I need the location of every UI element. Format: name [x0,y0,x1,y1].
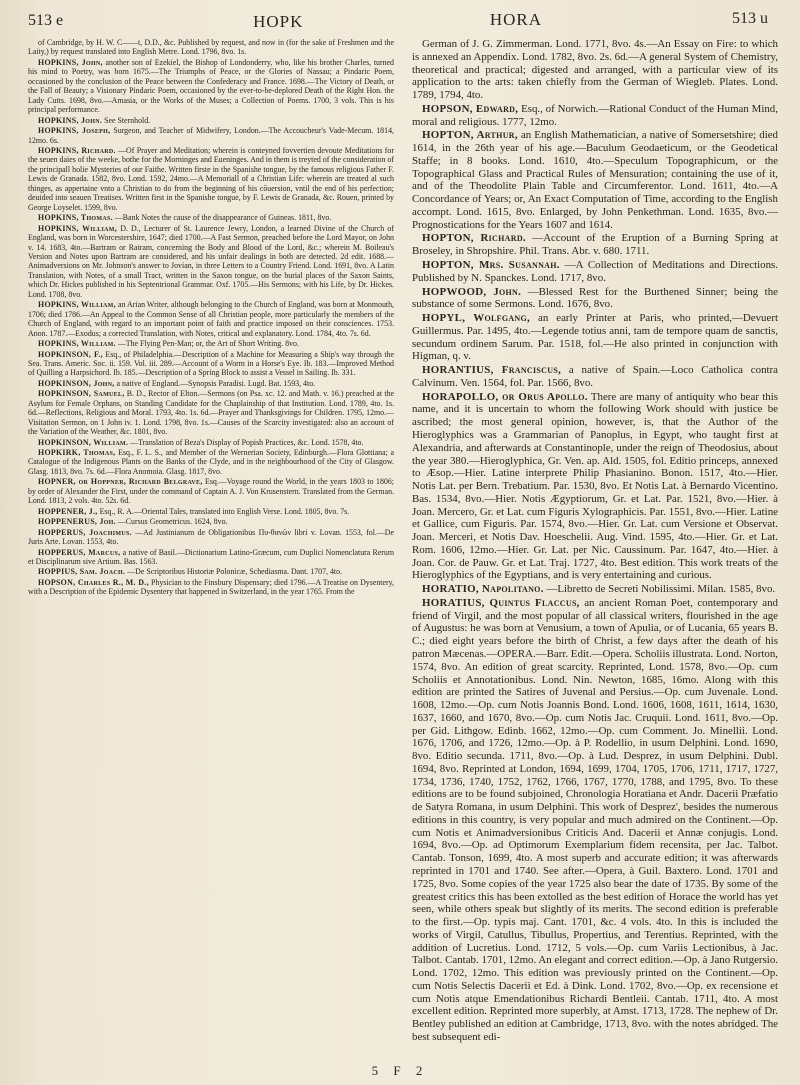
bibliography-entry [28,339,394,348]
entry-text: B. D., Rector of Elton.—Sermons (on Psa. xc. 12. and Math. v. 16.) preached at the Asylum for Female Orphans, on Standing Candidate for the Chaplainship of that Institution. Lond. 1789, 4to. 1s. 6d.—Reflections, Religious and Moral. 1793, 4to. 1s. 6d.—Prayer and Thanksgivings for Children. 1795, 12mo.—Visitation Sermon, on 1 John iv. 1. Lond. 1798, 8vo. 1s.—Causes of the Scarcity investigated: also an account of the Variation of the Weather, &c. 1801, 8vo. [28,389,394,437]
entry-text: —Account of the Eruption of a Burning Spring at Broseley, in Shropshire. Phil. Trans. Abr. v. 680. 1711. [412,232,778,258]
entry-headword: HOPTON, Richard. [422,232,526,245]
entry-text: —Translation of Beza's Display of Popish Practices, &c. Lond. 1578, 4to. [130,437,364,447]
left-page-number: 513 e [28,12,64,29]
entry-text: Esq.—Voyage round the World, in the years 1803 to 1806; by order of Alexander the First, under the command of Captain A. J. Von Krusenstern. Translated from the German. Lond. 1813, 2 vols. 4to. 52s. 6d. [28,477,394,506]
entry-text: —Libretto de Secreti Nobilissimi. Milan. 1585, 8vo. [546,583,776,596]
entry-headword: HOPPENERUS, Joh. [38,517,116,527]
entry-text: —Cursus Geometricus. 1624, 8vo. [117,517,228,527]
bibliography-entry [28,146,394,212]
entry-headword: HOPTON, Arthur, [422,129,518,142]
bibliography-entry [28,438,394,447]
entry-text: German of J. G. Zimmerman. Lond. 1771, 8vo. 4s.—An Essay on Fire: to which is annexed an Appendix. Lond. 1782, 8vo. 2s. 6d.—A general System of Chemistry, theoretical and practical; digested and arranged, with a particular view of its application to the arts: taken chiefly from the German of Wiegleb. Plates. Lond. 1789, 1794, 4to. [412,38,778,102]
entry-headword: HOPKINS, Joseph, [38,126,111,136]
bibliography-entry [28,528,394,547]
bibliography-entry [28,350,394,378]
entry-text: of Cambridge, by H. W. C——t, D.D., &c. Published by request, and now in (for the sake of Freshmen and the Laity,) by request translated into English Metre. Lond. 1796, 8vo. 1s. [28,38,394,57]
entry-headword: HORANTIUS, Franciscus, [422,364,562,377]
bibliography-entry [412,286,778,312]
bibliography-entry [28,389,394,436]
bibliography-entry [28,379,394,388]
entry-headword: HOPKINSON, John, [38,378,115,388]
entry-text: an English Mathematician, a native of Somersetshire; died 1614, in the 26th year of his age.—Baculum Geodaeticum, or the Geodetical Staffe; in 8 books. Lond. 1610, 4to.—Speculum Topographicum, or the Topographical Glass and Practical Rules of Mensuration; containing the use of it, and of the Theodolite Plain Table and Circumferentor. Lond. 1611, 4to.—A Concordance of Years; or, An Exact Computation of Time, according to the English accompt. Lond. 1615, 8vo. Enlarged, by John Penkethman. Lond. 1635, 8vo.—Prognostications for the Years 1607 and 1614. [412,129,778,231]
entry-headword: HOPPENER, J., [38,506,98,516]
entry-headword: HOPNER, or Hoppner, Richard Belgrave, [38,477,203,487]
left-running-title: HOPK [253,12,304,31]
entry-text: an early Printer at Paris, who printed,—Devuert Guillermus. Par. 1495, 4to.—Legende totius anni, tam de tempore quam de sanctis, secundum ordinem Sarum. Par. 1518, fol.—He also printed in conjunction with Higman, q. v. [412,312,778,363]
entry-text: Esq., R. A.—Oriental Tales, translated into English Verse. Lond. 1805, 8vo. 7s. [99,506,350,516]
entry-headword: HOPKINSON, William. [38,437,129,447]
entry-headword: HORAPOLLO, or Orus Apollo. [422,390,588,403]
entry-text: There are many of antiquity who bear this name, and it is uncertain to whom the following Work should with justice be ascribed; the most general opinion, however, is, that the Author of the Hieroglyphics was a Grammarian of Panoplus, in Egypt, who taught first at Alexandria, and afterwards at Constantinople, under the reign of Theodosius, about the year 380.—Hieroglyphica, Gr. Ven. ap. Ald. 1505, fol. Editio princeps, annexed to Æsop.—Hier. Latine interprete Philip Phasianino. Bonon. 1517, 4to.—Hier. Notis Lat. per Bern. Trebatium. Par. 1530, 8vo. Et Notis Lat. à Bernardo Vicentino. Bas. 1534, 8vo.—Hier. Notis Ægyptiorum, Gr. et Lat. Par. 1521, 8vo.—Hier. à Joan. Mercero, Gr. et Lat. cum Figuris Xylographicis. Par. 1551, 8vo.—Hier. Latine et Gallice, cum Figuris. Par. 1574, 8vo.—Hier. Gr. Lat. cum Versione et Observat. Joan. Merceri, et Notis Dav. Hoeschelii. Aug. Vind. 1595, 4to.—Hier. Gr. et Lat. Rom. 1606, 12mo.—Hier. Gr. Lat. per Nic. Caussinum. Par. 1647, 4to.—Hier. à Joan. Cor. de Pauw. Gr. et Lat. Traj. 1727, 4to. Best edition. This work treats of the Hieroglyphics of the Egyptians, and is very entertaining and curious. [412,390,779,582]
right-page-header [490,10,778,30]
entry-text: Esq., of Norwich.—Rational Conduct of the Human Mind, moral and religious. 1777, 12mo. [412,102,778,128]
entry-text: another son of Ezekiel, the Bishop of Londonderry, who, like his brother Charles, turned his mind to Poetry, was born 1675.—The Triumphs of Peace, or the Glories of Nassau; a Pindaric Poem, occasioned by the conclusion of the Peace between the Confederacy and France. 1698.—The Victory of Death, or the Fall of Beauty; a Visionary Pindaric Poem, occasioned by the ever-to-be-deplored Death of the Right Hon. the Lady Cutts. 1698, 8vo.—Amasia, or the Works of the Muses; a Collection of Poems. 1700, 3 vols. This is his principal performance. [28,57,394,115]
entry-headword: HOPKINS, William. [38,339,116,349]
entry-headword: HOPKINS, William, [38,300,116,310]
bibliography-entry [412,232,778,258]
bibliography-entry [28,448,394,476]
entry-text: —Of Prayer and Meditation; wherein is conteyned fovvertien devoute Meditations for the seuen daies of the weeke, bothe for the Morninges and Eueninges. And in them is treyted of the consideration of the principall holie Mysteries of our Faithe. Written firste in the Spanishe tongue, by the famous religious Father F. Lewis de Granada. 1582, 8vo. Lond. 1592, 24mo.—A Memoriall of a Christian Life: wherein are treated al such thinges, as appertaine vnto a Christian to do from the beginning of his cōuersion, vntil the end of his perfection; deuided into seauen Treatises. Written first in the Spanishe tongue, by F. Lewis de Granada, &c. Rouen, printed by George Loyselet. 1599, 8vo. [28,145,394,212]
entry-headword: HOPKINS, Thomas. [38,213,113,223]
bibliography-entry [412,129,778,231]
bibliography-entry [28,567,394,576]
entry-headword: HOPYL, Wolfgang, [422,312,531,325]
entry-headword: HOPSON, Edward, [422,102,519,115]
entry-headword: HOPKINS, John. [38,115,103,125]
bibliography-entry [412,583,778,596]
bibliography-entry [28,477,394,505]
left-column [28,38,394,1045]
entry-headword: HOPKINSON, Samuel, [38,389,125,399]
bibliography-entry [28,517,394,526]
entry-text: —De Scriptoribus Historiæ Polonicæ, Schediasma. Dant. 1707, 4to. [127,567,343,577]
entry-text: an Arian Writer, although belonging to the Church of England, was born at Monmouth, 1706; died 1786.—An Appeal to the Common Sense of all Christian people, more particularly the members of the Church of England, with regard to an important point of faith and practice imposed on their consciences. 1753. Anon. 1787.—Exodus; a corrected Translation, with Notes, critical and explanatory. Lond. 1784, 4to. 7s. 6d. [28,300,394,338]
bibliography-entry [412,259,778,285]
entry-text: See Sternhold. [104,115,151,125]
right-running-title: HORA [489,10,542,29]
entry-text: —A Collection of Meditations and Directions. Published by N. Spanckes. Lond. 1717, 8vo. [412,259,778,284]
entry-text: Physician to the Finsbury Dispensary; died 1796.—A Treatise on Dysentery, with a Description of the Epidemic Dysentery that happened in Switzerland, in the year 1765. From the [28,577,394,597]
left-page-header [28,12,303,32]
bibliography-entry [28,578,394,597]
entry-headword: HOPKINS, William, [38,223,118,233]
entry-headword: HORATIUS, Quintus Flaccus, [422,596,580,609]
entry-text: a native of Basil.—Dictionarium Latino-Græcum, cum Duplici Nomenclatura Rerum et Disciplinarum sive Artium. Bas. 1563. [28,547,394,567]
bibliography-entry [28,58,394,115]
bibliography-entry [28,126,394,145]
bibliography-entry [28,116,394,125]
entry-headword: HOPPERUS, Marcus, [38,547,121,557]
entry-headword: HORATIO, Napolitano. [422,583,544,596]
entry-text: —The Flying Pen-Man; or, the Art of Short Writing. 8vo. [117,339,299,349]
bibliography-entry [412,38,778,102]
bibliography-entry [28,548,394,567]
entry-headword: HOPTON, Mrs. Susannah. [422,259,560,272]
entry-text: a native of England.—Synopsis Paradisi. Lugd. Bat. 1593, 4to. [116,378,316,388]
bibliography-entry [412,312,778,363]
bibliography-entry [28,507,394,516]
bibliography-entry [412,103,778,129]
bibliography-entry [412,364,778,390]
entry-text: —Ad Justinianum de Obligationibus Πυ-θανῶν libri v. Lovan. 1553, fol.—De Juris Arte. Lovan. 1553, 4to. [28,527,394,547]
entry-headword: HOPPERUS, Joachimus. [38,527,132,537]
entry-headword: HOPKINS, Richard. [38,145,116,155]
running-header [28,10,778,34]
entry-headword: HOPKINS, John, [38,57,103,67]
bibliography-entry [28,38,394,57]
right-column [412,38,778,1045]
text-columns [28,38,778,1045]
entry-text: Esq., F. L. S., and Member of the Wernerian Society, Edinburgh.—Flora Glottiana; a Catalogue of the Indigenous Plants on the Banks of the Clyde, and in the neighbourhood of the City of Glasgow. Glasg. 1813, 8vo. 7s. 6d.—Flora Anomoia. Glasg. 1817, 8vo. [28,448,394,476]
entry-text: a native of Spain.—Loco Catholica contra Calvinum. Ven. 1564, fol. Par. 1566, 8vo. [412,364,778,389]
entry-headword: HOPSON, Charles R., M. D., [38,577,149,587]
bibliography-entry [28,300,394,338]
entry-text: Esq., of Philadelphia.—Description of a Machine for Measuring a Ship's way through the Sea. Trans. Americ. Soc. ii. 159. Vol. iii. 289.—Account of a Worm in a Horse's Eye. Ib. 183.—Improved Method of Quilling a Harpsichord. Ib. 185.—Description of a Spring Block to assist a Vessel in Sailing. Ib. 331. [28,349,394,378]
entry-headword: HOPWOOD, John. [422,285,522,298]
entry-text: —Bank Notes the cause of the disappearance of Guineas. 1811, 8vo. [114,213,332,223]
bibliography-entry [28,224,394,300]
right-page-number: 513 u [732,10,768,27]
bibliography-entry [412,391,778,582]
entry-text: Surgeon, and Teacher of Midwifery, London.—The Accoucheur's Vade-Mecum. 1814, 12mo. 6s. [28,126,394,145]
signature-mark: 5 F 2 [371,1063,429,1078]
entry-headword: HOPKINSON, F., [38,349,103,359]
entry-headword: HOPPIUS, Sam. Joach. [38,567,126,577]
bibliography-entry [28,213,394,222]
entry-headword: HOPKIRK, Thomas, [38,448,116,458]
entry-text: D. D., Lecturer of St. Laurence Jewry, London, a learned Divine of the Church of England, was born in Worcestershire, 1647; died 1700.—A Fast Sermon, preached before the Lord Mayor, on John v. 14. 1683, 4to.—Bartram or Ratram, concerning the Body and Blood of the Lord, &c.; wherein M. Boileau's Version and Notes upon Bartram are considered, and his unfair dealings in both are detected. 2d edit. 1688.—Animadversions on Mr. Johnson's answer to Jovian, in three Letters to a Country Friend. Lond. 1691, 8vo. A Latin Translation, with Notes, of a small Tract, written in the Saxon tongue, on the burial places of the Saxon Saints, which Dr. Hickes published in his Septentrional Grammar. Oxf. 1705.—His Sermons; with his Life, by Dr. Hickes. Lond. 1708, 8vo. [28,223,394,299]
entry-text: —Blessed Rest for the Burthened Sinner; being the substance of some Sermons. Lond. 1676, 8vo. [412,285,778,311]
bibliography-entry [412,597,778,1044]
entry-text: an ancient Roman Poet, contemporary and friend of Virgil, and the most popular of all classical writers, flourished in the age of Augustus: he was born at Venusium, a town of Apulia, or of Lucania, 65 years B. C.; died eight years before the birth of Christ, a few days after the death of his patron Mæcenas.—OPERA.—Barr. Edit.—Opera. Scholiis illustrata. Lond. Norton, 1574, 8vo. An edition of great scarcity. Reprinted, Lond. 1578, 8vo.—Op. cum Scholiis et Annotationibus. Lond. Nin. Newton, 1685, 16mo. Along with this edition are printed the Satires of Juvenal and Persius.—Op. cum Juvenale. Lond. 1608, 12mo.—Op. cum Notis Joannis Bond. Lond. 1606, 1608, 1611, 1614, 1630, 1637, 1660, and 1670, 8vo.—Op. cum Notis Jac. Cruquii. Lond. 1611, 8vo.—Op. per Gid. Lithgow. Edinb. 1662, 12mo.—Op. cum Comment. Jo. Minellii. Lond. 1676, 1706, and 1726, 12mo.—Op. à P. Rodellio, in usum Delphini. Lond. 1690, 8vo. Editio secunda. 1711, 8vo.—Op. à Lud. Desprez, in usum Delphini. Dubl. 1694, 8vo. Reprinted at London, 1694, 1699, 1704, 1705, 1706, 1711, 1717, 1727, 1734, 1736, 1740, 1752, 1762, 1766, 1767, 1770, 1788, and 1795, 8vo. To these editions are to be found subjoined, Chronologia Horatiana et Andr. Dacerii Præfatio de Satyra Romana, in usum Delphini. This work of Desprez', besides the numerous editions in this country, is very popular and much admired on the Continent.—Op. cum Notis et Animadversionibus Criticis And. Dacerii et Annæ conjugis. Lond. 1694, 8vo.—Op. ad Optimorum Exemplarium fidem recensita, per Jac. Talbot. Cantab. Tonson, 1699, 4to. A most superb and accurate edition; it was afterwards reprinted in 1701 and 1740. See after.—Opera, à Guil. Baxtero. Lond. 1701 and 1725, 8vo. Some copies of the year 1725 also bear the date of 1735. By some of the greatest critics this has been extolled as the best edition of Horace the world has yet seen, while others speak but slightly of its merits. The second edition is preferable to the first.—Op. typis maj. Cant. 1701, &c. 4 vols. 4to. In this is included the works of Virgil, Catullus, Tibullus, Propertius, and Terentius. Reprinted, with the addition of Lucretius. Lond. 1712, 5 vols.—Op. cum Variis Lectionibus, à Jac. Talbot. Cantab. 1701, 12mo. An elegant and correct edition.—Op. à Jano Rutgersio. Lond. 1702, 12mo. This edition was previously printed on the Continent.—Op. cum Notis Selectis Dacerii et Ed. à Dink. Lond. 1702, 8vo.—Op. ex recensione et cum Notis atque Emendationibus Richardi Bentleii. Cantab. 1711, 4to. A most excellent edition. Reprinted more superbly, at Amst. 1713, 1728. The nephew of Dr. Bentley published an edition at Cambridge, 1713, 8vo. with the notes abridged. The best subsequent edi- [412,596,778,1043]
